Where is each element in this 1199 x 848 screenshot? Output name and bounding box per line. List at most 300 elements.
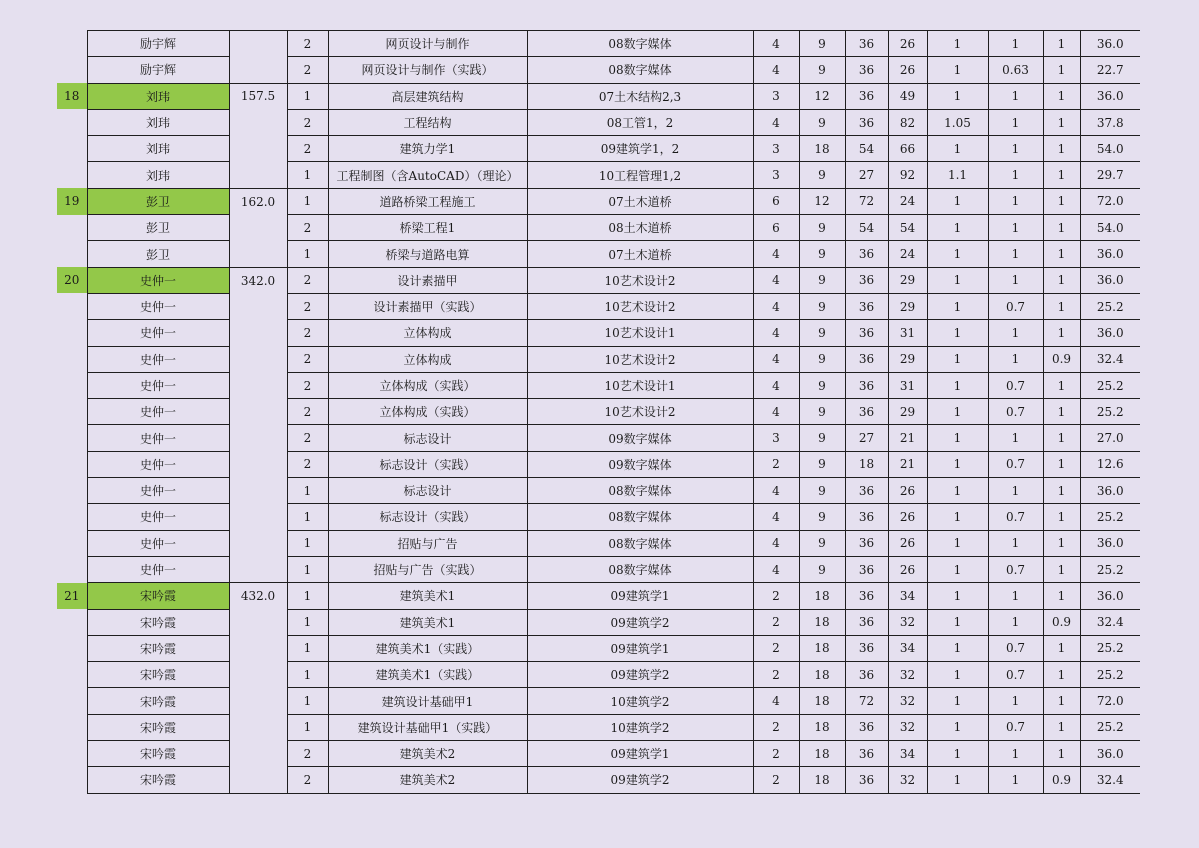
weekly-hours-cell: 6 [753, 215, 799, 241]
class-name-cell: 08数字媒体 [527, 478, 753, 504]
teacher-name-cell: 宋吟霞 [87, 635, 229, 661]
weeks-cell: 12 [799, 83, 845, 109]
total-workload-cell [229, 662, 287, 688]
course-name-cell: 建筑设计基础甲1（实践） [328, 714, 527, 740]
coef-b-cell: 1 [988, 83, 1043, 109]
teacher-name-cell: 刘玮 [87, 162, 229, 188]
coef-c-cell: 1 [1043, 662, 1080, 688]
coef-a-cell: 1 [927, 241, 988, 267]
teacher-name-cell: 宋吟霞 [87, 767, 229, 793]
teacher-name-cell: 彭卫 [87, 241, 229, 267]
total-workload-cell [229, 451, 287, 477]
semester-cell: 2 [287, 57, 328, 83]
weeks-cell: 18 [799, 767, 845, 793]
coef-c-cell: 1 [1043, 635, 1080, 661]
workload-cell: 25.2 [1080, 556, 1140, 582]
coef-c-cell: 1 [1043, 451, 1080, 477]
total-workload-cell [229, 57, 287, 83]
table-row [57, 741, 1140, 767]
weeks-cell: 18 [799, 662, 845, 688]
course-hours-cell: 27 [845, 162, 888, 188]
table-row [57, 530, 1140, 556]
table-row [57, 109, 1140, 135]
course-hours-cell: 36 [845, 267, 888, 293]
course-name-cell: 建筑美术1 [328, 609, 527, 635]
row-index-cell [57, 635, 87, 661]
weekly-hours-cell: 2 [753, 714, 799, 740]
course-name-cell: 标志设计 [328, 478, 527, 504]
course-name-cell: 标志设计 [328, 425, 527, 451]
coef-b-cell: 1 [988, 109, 1043, 135]
table-row [57, 767, 1140, 793]
course-hours-cell: 36 [845, 31, 888, 57]
weekly-hours-cell: 4 [753, 267, 799, 293]
row-index-cell [57, 609, 87, 635]
class-name-cell: 10艺术设计2 [527, 399, 753, 425]
weekly-hours-cell: 4 [753, 530, 799, 556]
course-name-cell: 建筑美术1（实践） [328, 635, 527, 661]
coef-b-cell: 1 [988, 241, 1043, 267]
total-workload-cell [229, 635, 287, 661]
coef-b-cell: 0.7 [988, 714, 1043, 740]
coef-b-cell: 1 [988, 346, 1043, 372]
weeks-cell: 9 [799, 57, 845, 83]
course-name-cell: 工程制图（含AutoCAD）（理论） [328, 162, 527, 188]
row-index-cell [57, 478, 87, 504]
class-name-cell: 07土木道桥 [527, 241, 753, 267]
weekly-hours-cell: 4 [753, 346, 799, 372]
teacher-name-cell: 史仲一 [87, 530, 229, 556]
weekly-hours-cell: 4 [753, 372, 799, 398]
total-workload-cell [229, 556, 287, 582]
class-name-cell: 10艺术设计1 [527, 372, 753, 398]
course-hours-cell: 36 [845, 478, 888, 504]
weekly-hours-cell: 2 [753, 662, 799, 688]
student-count-cell: 31 [888, 372, 927, 398]
teacher-name-cell: 史仲一 [87, 451, 229, 477]
student-count-cell: 26 [888, 31, 927, 57]
coef-c-cell: 1 [1043, 136, 1080, 162]
coef-a-cell: 1 [927, 57, 988, 83]
workload-cell: 29.7 [1080, 162, 1140, 188]
coef-c-cell: 1 [1043, 162, 1080, 188]
coef-b-cell: 1 [988, 320, 1043, 346]
table-row [57, 451, 1140, 477]
coef-a-cell: 1 [927, 530, 988, 556]
weekly-hours-cell: 3 [753, 83, 799, 109]
semester-cell: 2 [287, 109, 328, 135]
workload-cell: 32.4 [1080, 346, 1140, 372]
workload-cell: 27.0 [1080, 425, 1140, 451]
coef-b-cell: 1 [988, 267, 1043, 293]
semester-cell: 2 [287, 425, 328, 451]
teacher-name-cell: 史仲一 [87, 399, 229, 425]
coef-a-cell: 1 [927, 399, 988, 425]
class-name-cell: 10艺术设计1 [527, 320, 753, 346]
teacher-name-cell: 刘玮 [87, 83, 229, 109]
course-hours-cell: 36 [845, 556, 888, 582]
coef-c-cell: 1 [1043, 741, 1080, 767]
coef-c-cell: 1 [1043, 530, 1080, 556]
total-workload-cell [229, 609, 287, 635]
table-row [57, 136, 1140, 162]
course-name-cell: 立体构成 [328, 346, 527, 372]
semester-cell: 2 [287, 293, 328, 319]
coef-a-cell: 1 [927, 293, 988, 319]
class-name-cell: 09建筑学1 [527, 741, 753, 767]
table-row [57, 241, 1140, 267]
weeks-cell: 18 [799, 741, 845, 767]
row-index-cell [57, 451, 87, 477]
class-name-cell: 09建筑学1 [527, 635, 753, 661]
student-count-cell: 54 [888, 215, 927, 241]
workload-cell: 72.0 [1080, 688, 1140, 714]
row-index-cell [57, 688, 87, 714]
student-count-cell: 32 [888, 767, 927, 793]
weekly-hours-cell: 2 [753, 635, 799, 661]
row-index-cell [57, 767, 87, 793]
coef-a-cell: 1 [927, 320, 988, 346]
coef-b-cell: 0.63 [988, 57, 1043, 83]
table-row [57, 57, 1140, 83]
coef-c-cell: 1 [1043, 478, 1080, 504]
course-name-cell: 建筑设计基础甲1 [328, 688, 527, 714]
workload-cell: 54.0 [1080, 215, 1140, 241]
class-name-cell: 08土木道桥 [527, 215, 753, 241]
course-name-cell: 工程结构 [328, 109, 527, 135]
course-name-cell: 招贴与广告 [328, 530, 527, 556]
table-row [57, 215, 1140, 241]
weeks-cell: 18 [799, 635, 845, 661]
class-name-cell: 10艺术设计2 [527, 267, 753, 293]
weeks-cell: 9 [799, 31, 845, 57]
coef-b-cell: 1 [988, 136, 1043, 162]
student-count-cell: 32 [888, 688, 927, 714]
table-row [57, 504, 1140, 530]
student-count-cell: 32 [888, 662, 927, 688]
course-hours-cell: 36 [845, 741, 888, 767]
weeks-cell: 12 [799, 188, 845, 214]
table-row [57, 188, 1140, 214]
coef-a-cell: 1 [927, 504, 988, 530]
coef-a-cell: 1 [927, 741, 988, 767]
total-workload-cell [229, 741, 287, 767]
row-index-cell [57, 215, 87, 241]
weekly-hours-cell: 4 [753, 688, 799, 714]
coef-a-cell: 1 [927, 609, 988, 635]
workload-cell: 36.0 [1080, 530, 1140, 556]
student-count-cell: 26 [888, 504, 927, 530]
coef-c-cell: 0.9 [1043, 609, 1080, 635]
student-count-cell: 26 [888, 556, 927, 582]
course-hours-cell: 36 [845, 293, 888, 319]
workload-cell: 32.4 [1080, 609, 1140, 635]
table-body [57, 31, 1140, 794]
teacher-name-cell: 史仲一 [87, 346, 229, 372]
semester-cell: 1 [287, 635, 328, 661]
course-hours-cell: 54 [845, 215, 888, 241]
course-name-cell: 设计素描甲 [328, 267, 527, 293]
weekly-hours-cell: 4 [753, 31, 799, 57]
coef-c-cell: 1 [1043, 267, 1080, 293]
workload-cell: 22.7 [1080, 57, 1140, 83]
weeks-cell: 9 [799, 425, 845, 451]
course-name-cell: 设计素描甲（实践） [328, 293, 527, 319]
row-index-cell: 18 [57, 83, 87, 109]
coef-a-cell: 1 [927, 478, 988, 504]
coef-a-cell: 1 [927, 662, 988, 688]
total-workload-cell [229, 478, 287, 504]
coef-a-cell: 1 [927, 215, 988, 241]
course-hours-cell: 36 [845, 583, 888, 609]
table-row [57, 83, 1140, 109]
coef-a-cell: 1 [927, 767, 988, 793]
teacher-name-cell: 史仲一 [87, 478, 229, 504]
coef-b-cell: 1 [988, 215, 1043, 241]
course-name-cell: 建筑美术2 [328, 767, 527, 793]
course-name-cell: 高层建筑结构 [328, 83, 527, 109]
coef-c-cell: 1 [1043, 425, 1080, 451]
student-count-cell: 29 [888, 399, 927, 425]
weekly-hours-cell: 6 [753, 188, 799, 214]
weekly-hours-cell: 4 [753, 399, 799, 425]
course-hours-cell: 36 [845, 346, 888, 372]
weeks-cell: 18 [799, 136, 845, 162]
table-row [57, 478, 1140, 504]
coef-b-cell: 1 [988, 741, 1043, 767]
workload-cell: 25.2 [1080, 714, 1140, 740]
coef-a-cell: 1 [927, 83, 988, 109]
student-count-cell: 32 [888, 609, 927, 635]
total-workload-cell: 157.5 [229, 83, 287, 109]
class-name-cell: 07土木结构2,3 [527, 83, 753, 109]
course-name-cell: 标志设计（实践） [328, 504, 527, 530]
row-index-cell [57, 293, 87, 319]
total-workload-cell [229, 320, 287, 346]
teacher-name-cell: 史仲一 [87, 372, 229, 398]
row-index-cell: 20 [57, 267, 87, 293]
workload-cell: 72.0 [1080, 188, 1140, 214]
row-index-cell [57, 57, 87, 83]
weekly-hours-cell: 3 [753, 136, 799, 162]
semester-cell: 1 [287, 609, 328, 635]
coef-a-cell: 1 [927, 451, 988, 477]
table-row [57, 31, 1140, 57]
workload-cell: 36.0 [1080, 31, 1140, 57]
row-index-cell [57, 714, 87, 740]
class-name-cell: 08数字媒体 [527, 530, 753, 556]
row-index-cell [57, 136, 87, 162]
student-count-cell: 21 [888, 425, 927, 451]
course-hours-cell: 36 [845, 83, 888, 109]
course-name-cell: 道路桥梁工程施工 [328, 188, 527, 214]
class-name-cell: 10建筑学2 [527, 688, 753, 714]
total-workload-cell [229, 714, 287, 740]
row-index-cell [57, 372, 87, 398]
course-name-cell: 网页设计与制作（实践） [328, 57, 527, 83]
course-hours-cell: 36 [845, 57, 888, 83]
coef-b-cell: 1 [988, 188, 1043, 214]
student-count-cell: 29 [888, 346, 927, 372]
coef-b-cell: 1 [988, 31, 1043, 57]
semester-cell: 1 [287, 504, 328, 530]
student-count-cell: 34 [888, 583, 927, 609]
course-name-cell: 标志设计（实践） [328, 451, 527, 477]
semester-cell: 1 [287, 583, 328, 609]
student-count-cell: 34 [888, 635, 927, 661]
row-index-cell: 19 [57, 188, 87, 214]
workload-cell: 25.2 [1080, 504, 1140, 530]
total-workload-cell [229, 372, 287, 398]
weeks-cell: 9 [799, 267, 845, 293]
teacher-name-cell: 史仲一 [87, 425, 229, 451]
coef-c-cell: 1 [1043, 188, 1080, 214]
total-workload-cell [229, 425, 287, 451]
weeks-cell: 18 [799, 688, 845, 714]
class-name-cell: 10艺术设计2 [527, 293, 753, 319]
semester-cell: 1 [287, 530, 328, 556]
coef-a-cell: 1 [927, 556, 988, 582]
semester-cell: 2 [287, 31, 328, 57]
total-workload-cell [229, 136, 287, 162]
student-count-cell: 29 [888, 267, 927, 293]
student-count-cell: 21 [888, 451, 927, 477]
coef-c-cell: 1 [1043, 31, 1080, 57]
table-row [57, 267, 1140, 293]
coef-b-cell: 0.7 [988, 635, 1043, 661]
coef-b-cell: 1 [988, 425, 1043, 451]
course-hours-cell: 36 [845, 504, 888, 530]
weekly-hours-cell: 2 [753, 609, 799, 635]
teacher-name-cell: 彭卫 [87, 188, 229, 214]
coef-a-cell: 1 [927, 267, 988, 293]
course-name-cell: 立体构成（实践） [328, 399, 527, 425]
workload-cell: 25.2 [1080, 635, 1140, 661]
weekly-hours-cell: 3 [753, 425, 799, 451]
coef-c-cell: 1 [1043, 83, 1080, 109]
semester-cell: 1 [287, 83, 328, 109]
workload-cell: 36.0 [1080, 583, 1140, 609]
table-row [57, 372, 1140, 398]
class-name-cell: 09建筑学1 [527, 583, 753, 609]
coef-a-cell: 1.1 [927, 162, 988, 188]
course-hours-cell: 72 [845, 188, 888, 214]
student-count-cell: 26 [888, 478, 927, 504]
semester-cell: 1 [287, 688, 328, 714]
row-index-cell [57, 530, 87, 556]
weeks-cell: 18 [799, 583, 845, 609]
course-name-cell: 建筑力学1 [328, 136, 527, 162]
weekly-hours-cell: 4 [753, 556, 799, 582]
class-name-cell: 08数字媒体 [527, 556, 753, 582]
course-hours-cell: 27 [845, 425, 888, 451]
semester-cell: 1 [287, 162, 328, 188]
student-count-cell: 92 [888, 162, 927, 188]
coef-b-cell: 0.7 [988, 293, 1043, 319]
class-name-cell: 10工程管理1,2 [527, 162, 753, 188]
workload-cell: 25.2 [1080, 399, 1140, 425]
teacher-name-cell: 史仲一 [87, 556, 229, 582]
table-row [57, 583, 1140, 609]
semester-cell: 2 [287, 451, 328, 477]
row-index-cell [57, 241, 87, 267]
table-row [57, 425, 1140, 451]
teacher-name-cell: 史仲一 [87, 320, 229, 346]
total-workload-cell [229, 688, 287, 714]
student-count-cell: 26 [888, 530, 927, 556]
student-count-cell: 24 [888, 241, 927, 267]
coef-b-cell: 1 [988, 530, 1043, 556]
table-row [57, 688, 1140, 714]
weeks-cell: 9 [799, 451, 845, 477]
teacher-name-cell: 彭卫 [87, 215, 229, 241]
weekly-hours-cell: 4 [753, 57, 799, 83]
weeks-cell: 9 [799, 372, 845, 398]
total-workload-cell: 342.0 [229, 267, 287, 293]
course-hours-cell: 36 [845, 609, 888, 635]
semester-cell: 2 [287, 372, 328, 398]
total-workload-cell [229, 241, 287, 267]
coef-b-cell: 0.7 [988, 504, 1043, 530]
weekly-hours-cell: 4 [753, 241, 799, 267]
course-name-cell: 建筑美术1 [328, 583, 527, 609]
row-index-cell [57, 162, 87, 188]
weeks-cell: 9 [799, 215, 845, 241]
total-workload-cell [229, 767, 287, 793]
coef-b-cell: 1 [988, 688, 1043, 714]
table-row [57, 662, 1140, 688]
class-name-cell: 09建筑学2 [527, 767, 753, 793]
weekly-hours-cell: 2 [753, 741, 799, 767]
course-hours-cell: 36 [845, 530, 888, 556]
semester-cell: 2 [287, 320, 328, 346]
coef-a-cell: 1 [927, 688, 988, 714]
coef-b-cell: 0.7 [988, 451, 1043, 477]
workload-cell: 25.2 [1080, 372, 1140, 398]
workload-cell: 25.2 [1080, 293, 1140, 319]
teacher-name-cell: 励宇辉 [87, 57, 229, 83]
row-index-cell [57, 346, 87, 372]
workload-table [57, 30, 1140, 794]
coef-a-cell: 1 [927, 714, 988, 740]
weekly-hours-cell: 4 [753, 293, 799, 319]
course-hours-cell: 36 [845, 714, 888, 740]
table-row [57, 162, 1140, 188]
teacher-name-cell: 史仲一 [87, 293, 229, 319]
teacher-name-cell: 史仲一 [87, 267, 229, 293]
teacher-name-cell: 刘玮 [87, 136, 229, 162]
semester-cell: 2 [287, 215, 328, 241]
coef-c-cell: 1 [1043, 293, 1080, 319]
teacher-name-cell: 励宇辉 [87, 31, 229, 57]
teacher-name-cell: 宋吟霞 [87, 688, 229, 714]
weeks-cell: 9 [799, 346, 845, 372]
student-count-cell: 31 [888, 320, 927, 346]
student-count-cell: 49 [888, 83, 927, 109]
coef-b-cell: 0.7 [988, 662, 1043, 688]
course-name-cell: 招贴与广告（实践） [328, 556, 527, 582]
workload-cell: 36.0 [1080, 320, 1140, 346]
class-name-cell: 09数字媒体 [527, 425, 753, 451]
coef-b-cell: 1 [988, 583, 1043, 609]
coef-c-cell: 1 [1043, 688, 1080, 714]
coef-a-cell: 1 [927, 635, 988, 661]
coef-a-cell: 1 [927, 372, 988, 398]
coef-c-cell: 1 [1043, 399, 1080, 425]
semester-cell: 1 [287, 662, 328, 688]
teacher-name-cell: 宋吟霞 [87, 662, 229, 688]
course-hours-cell: 36 [845, 662, 888, 688]
